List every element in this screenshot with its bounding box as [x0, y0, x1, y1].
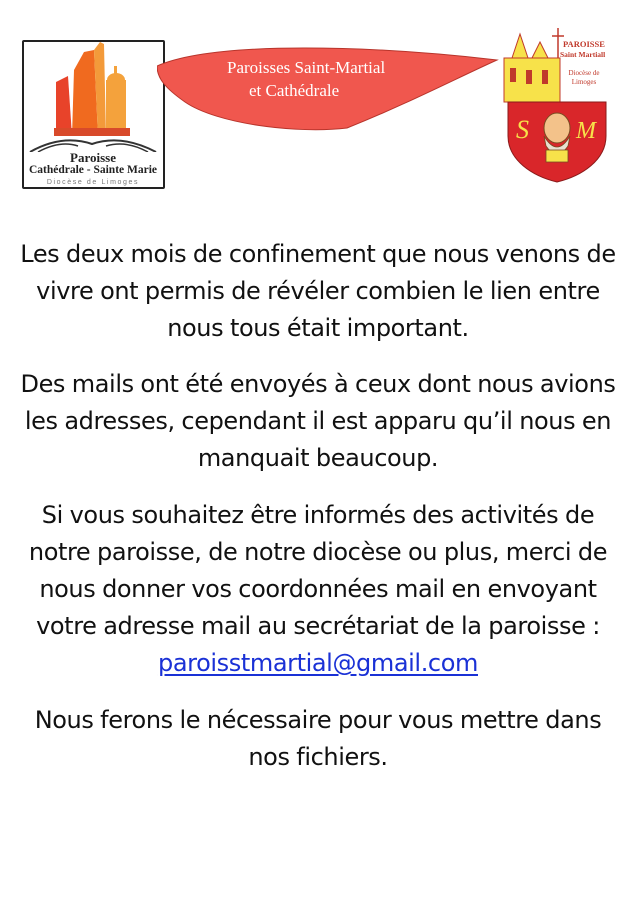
- announcement-body: [18, 236, 618, 776]
- left-logo-diocese: Diocèse de Limoges: [46, 179, 140, 186]
- banner-line-1: Paroisses Saint-Martial: [227, 58, 386, 77]
- banner-title: [200, 56, 460, 102]
- paragraph-mails: Des mails ont été envoyés à ceux dont nous avions les adresses, cependant il est apparu qu’il nous en manquait beaucoup.: [20, 370, 616, 472]
- parish-logo-left: [22, 40, 164, 190]
- svg-text:S: S: [516, 115, 529, 144]
- header: [0, 0, 637, 200]
- right-logo-subtitle: Saint Martiall: [560, 50, 606, 59]
- parish-logo-right: [502, 28, 612, 183]
- paragraph-closing: Nous ferons le nécessaire pour vous mettre dans nos fichiers.: [34, 706, 602, 771]
- paragraph-confinement: Les deux mois de confinement que nous venons de vivre ont permis de révéler combien le lien entre nous tous était important.: [20, 240, 616, 342]
- cathedral-logo-icon: [22, 40, 164, 152]
- email-link[interactable]: paroisstmartial@gmail.com: [157, 649, 478, 677]
- right-logo-title: PAROISSE: [563, 39, 605, 49]
- right-logo-diocese: Diocèse de Limoges: [568, 69, 600, 86]
- left-logo-title: Paroisse: [70, 150, 116, 165]
- left-logo-subtitle: Cathédrale - Sainte Marie: [28, 164, 158, 176]
- paragraph-request-text: Si vous souhaitez être informés des activités de notre paroisse, de notre diocèse ou plus, merci de nous donner vos coordonnées mail en envoyant votre adresse mail au secrétariat de la paroisse :: [28, 501, 608, 640]
- banner-line-2: et Cathédrale: [249, 81, 340, 100]
- paragraph-request: [18, 497, 618, 682]
- svg-text:M: M: [576, 118, 596, 144]
